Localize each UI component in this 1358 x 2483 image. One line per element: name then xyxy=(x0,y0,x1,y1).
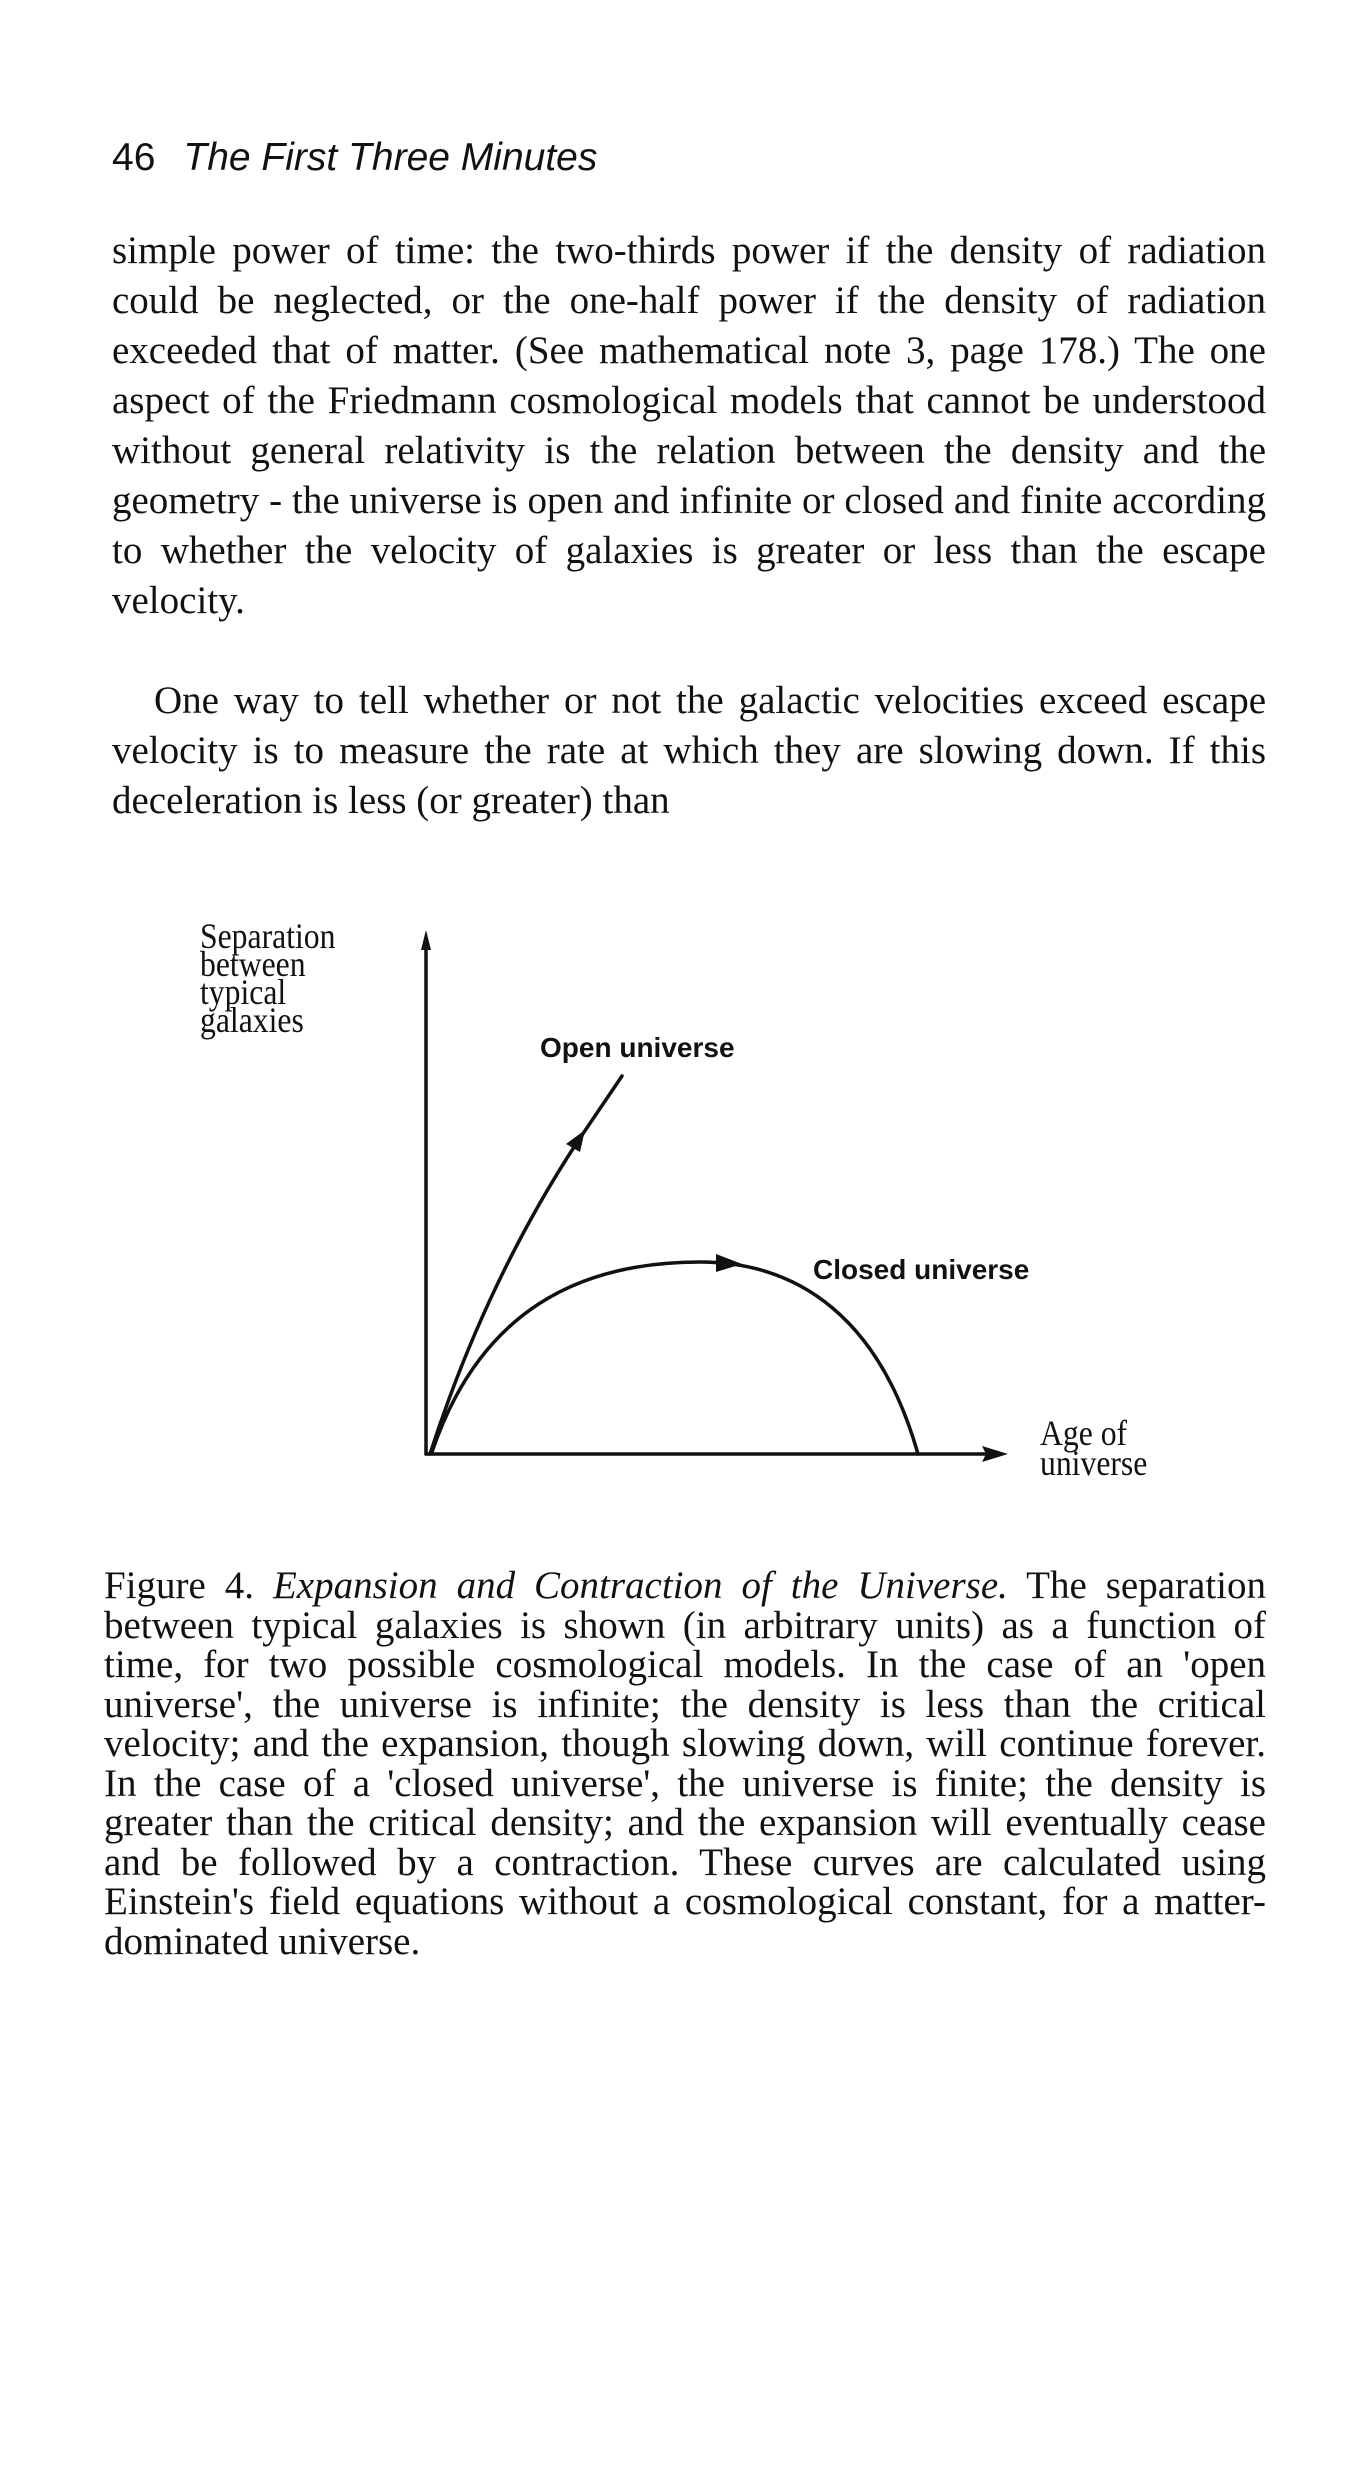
y-axis-label: Separation between typical galaxies xyxy=(200,916,336,1040)
closed-curve-arrowhead xyxy=(716,1254,742,1272)
caption-title: Expansion and Contraction of the Universe. xyxy=(272,1564,1008,1607)
running-title: The First Three Minutes xyxy=(183,136,598,179)
figure-caption xyxy=(104,1566,1266,1961)
page-number: 46 xyxy=(112,136,156,179)
page-header xyxy=(112,138,597,177)
caption-prefix: Figure 4. xyxy=(104,1564,273,1607)
body-paragraph-2: One way to tell whether or not the galactic velocities exceed escape velocity is to measure the rate at which they are slowing down. If this deceleration is less (or greater) than xyxy=(112,679,1266,822)
open-universe-label: Open universe xyxy=(540,1032,735,1063)
caption-text: The separation between typical galaxies is shown (in arbitrary units) as a function of time, for two possible cosmological models. In the case of an 'open universe', the universe is infinite; the density is less than the critical velocity; and the expansion, though slowing down, will continue forever. In the case of a 'closed universe', the universe is finite; the density is greater than the critical density; and the expansion will eventually cease and be followed by a contraction. These curves are calculated using Einstein's field equations without a cosmological constant, for a matter-dominated universe. xyxy=(104,1564,1266,1963)
y-axis-arrowhead xyxy=(421,930,431,950)
closed-universe-label: Closed universe xyxy=(813,1254,1030,1285)
open-curve-arrowhead xyxy=(566,1130,585,1152)
figure-4-diagram xyxy=(0,900,1358,1520)
closed-universe-curve xyxy=(432,1262,918,1454)
x-axis-label: Age of universe xyxy=(1040,1413,1148,1483)
body-paragraph-1: simple power of time: the two-thirds power if the density of radiation could be neglected, or the one-half power if the density of radiation exceeded that of matter. (See mathematical note 3, page 178.) The one aspect of the Friedmann cosmological models that cannot be understood without general relativity is the relation between the density and the geometry - the universe is open and infinite or closed and finite according to whether the velocity of galaxies is greater or less than the escape velocity. xyxy=(112,229,1266,622)
